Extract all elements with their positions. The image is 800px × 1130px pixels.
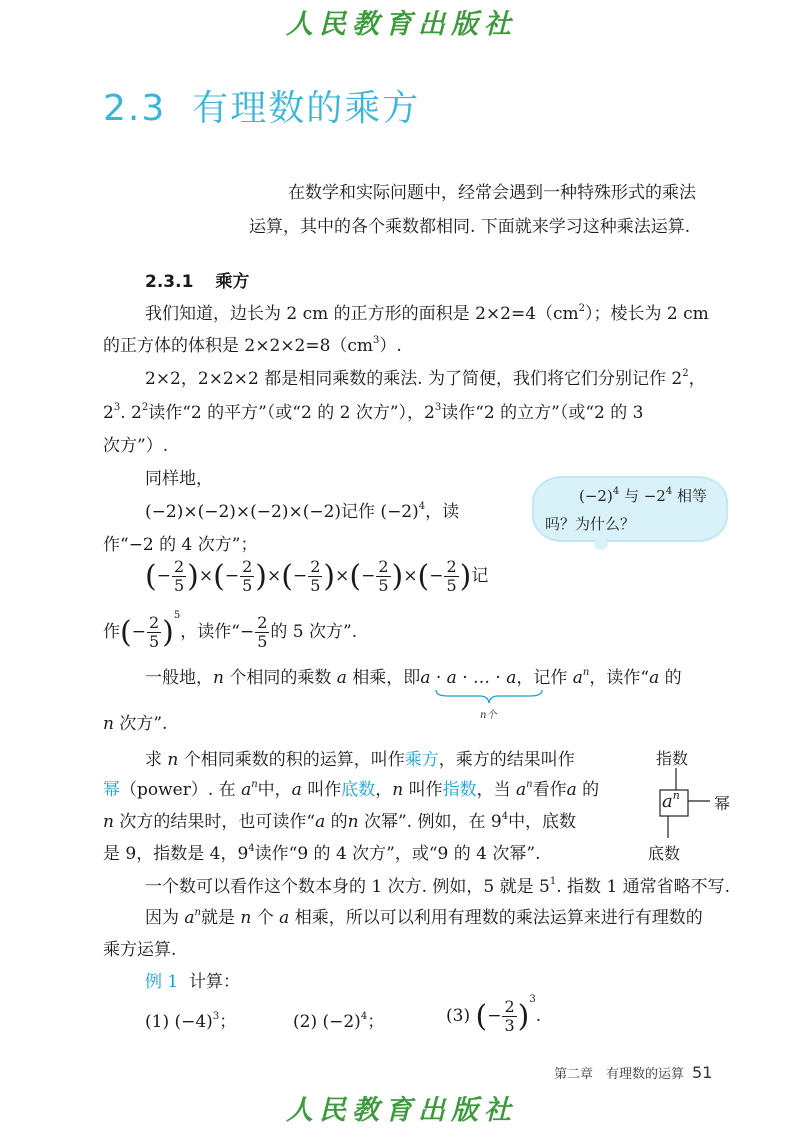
superscript: n — [251, 779, 258, 791]
paren: ( — [349, 559, 362, 594]
superscript: 4 — [248, 843, 255, 855]
text: 次方的结果时，也可读作“ — [113, 812, 316, 832]
text: a — [662, 791, 673, 812]
para5-line-3 — [103, 810, 576, 834]
bubble-tail — [594, 538, 608, 550]
var-a: a — [649, 668, 660, 688]
numerator: 2 — [242, 557, 253, 576]
var-a: a — [515, 780, 527, 800]
text: 2×2，2×2×2 都是相同乘数的乘法. 为了简便，我们将它们分别记作 2 — [145, 369, 683, 389]
text: 相乘，所以可以利用有理数的乘法运算来进行有理数的 — [289, 908, 703, 928]
text: . 2 — [120, 403, 142, 423]
denominator: 5 — [148, 632, 160, 651]
text: 2 — [103, 403, 114, 423]
paren: ( — [120, 615, 132, 650]
text: 的 — [659, 668, 682, 688]
paren: ) — [187, 559, 199, 594]
paren: ) — [255, 559, 267, 594]
text: 次方”. — [113, 714, 168, 734]
text: 读作“9 的 4 次方”，或“9 的 4 次幂”. — [254, 844, 541, 864]
numerator: 2 — [257, 613, 268, 632]
text: . 指数 1 通常省略不写. — [556, 877, 731, 897]
section-number: 2.3 — [103, 88, 167, 129]
example-q2 — [293, 1010, 384, 1034]
para5-line-2 — [103, 778, 599, 802]
var-n: n — [167, 750, 179, 770]
var-n: n — [103, 812, 114, 832]
paren: ( — [145, 559, 157, 594]
power-diagram — [636, 746, 746, 866]
text: 中， — [257, 780, 292, 800]
minus-sign: − — [361, 566, 376, 586]
fraction — [444, 558, 458, 595]
text: 叫作 — [403, 780, 443, 800]
text: 中，底数 — [508, 812, 577, 832]
page-footer — [554, 1063, 712, 1082]
superscript: 1 — [549, 876, 557, 888]
denominator: 5 — [446, 576, 457, 595]
para1-line-2 — [103, 334, 402, 358]
section-title-text: 有理数的乘方 — [192, 88, 421, 129]
denominator: 5 — [257, 632, 268, 651]
text: 的正方体的体积是 2×2×2=8（cm — [103, 336, 374, 356]
text: （power）. 在 — [120, 780, 242, 800]
text: 就是 — [201, 908, 241, 928]
superscript: 3 — [434, 402, 442, 414]
text: ， — [688, 369, 706, 389]
paren: ( — [417, 559, 430, 594]
superscript: 3 — [529, 994, 536, 1006]
text: (1) (−4) — [145, 1012, 213, 1032]
text: ，当 — [476, 780, 516, 800]
paren: ) — [459, 559, 472, 594]
superscript: n — [194, 907, 201, 919]
text: 我们知道，边长为 2 cm 的正方形的面积是 2×2=4（cm — [145, 304, 579, 324]
text: (−2) — [579, 487, 613, 505]
times-sign: × — [403, 566, 418, 586]
var-a: a — [336, 668, 347, 688]
var-a: a — [291, 780, 302, 800]
text: 次幂”. 例如，在 9 — [358, 812, 502, 832]
fraction — [147, 614, 161, 651]
superscript: n — [582, 667, 590, 679]
paren: ) — [323, 559, 336, 594]
var-a: a — [572, 668, 583, 688]
var-n: n — [347, 812, 359, 832]
denominator: 3 — [504, 1016, 515, 1035]
text: . — [535, 1006, 542, 1026]
bubble-line-2: 吗？为什么？ — [545, 515, 636, 533]
superscript: n — [526, 779, 533, 791]
text: 相等 — [672, 487, 708, 505]
fraction — [376, 558, 390, 595]
superscript: 3 — [373, 335, 380, 347]
superscript: 4 — [501, 811, 509, 823]
bubble-line-1 — [545, 482, 707, 510]
fraction — [308, 558, 322, 595]
chapter-label: 第二章 有理数的运算 — [554, 1067, 685, 1082]
superscript: n — [672, 789, 680, 802]
superscript: 2 — [682, 368, 689, 380]
intro-line-2: 运算，其中的各个乘数都相同. 下面就来学习这种乘法运算. — [249, 217, 691, 237]
minus-sign: − — [487, 1006, 502, 1026]
para5-line-4 — [103, 842, 541, 866]
denominator: 5 — [173, 576, 185, 595]
paren: ) — [162, 615, 174, 650]
text: ，记作 — [516, 668, 573, 688]
times-sign: × — [267, 566, 282, 586]
numerator: 2 — [148, 613, 160, 632]
paren: ( — [281, 559, 293, 594]
para5-line-1 — [145, 748, 575, 772]
bubble-text — [545, 482, 707, 538]
text: ，读作“ — [180, 622, 240, 642]
numerator: 2 — [173, 557, 185, 576]
superscript: 2 — [141, 402, 149, 414]
superscript: 5 — [173, 610, 181, 622]
publisher-logo: 人民教育出版社 — [286, 9, 517, 40]
subsection-number: 2.3.1 — [145, 272, 194, 292]
fraction — [240, 558, 254, 595]
var-n: n — [103, 714, 114, 734]
text: 看作 — [532, 780, 567, 800]
text: ，读作“ — [589, 668, 650, 688]
term-power-operation: 乘方 — [404, 750, 439, 770]
times-sign: × — [198, 566, 214, 586]
para4-line-2 — [103, 712, 167, 736]
minus-sign: − — [156, 566, 171, 586]
brace-label: n个 — [480, 710, 497, 721]
intro-line-1: 在数学和实际问题中，经常会遇到一种特殊形式的乘法 — [288, 183, 696, 203]
term-power: 幂 — [103, 780, 120, 800]
text: 的 — [325, 812, 348, 832]
text: 是 9，指数是 4，9 — [103, 844, 249, 864]
diagram-label-power: 幂 — [714, 794, 731, 813]
section-title — [103, 80, 420, 131]
denominator: 5 — [378, 576, 389, 595]
page-number: 51 — [692, 1063, 713, 1082]
denominator: 5 — [310, 576, 321, 595]
superscript: 4 — [612, 486, 620, 497]
var-a: a — [279, 908, 290, 928]
minus-sign: − — [292, 566, 308, 586]
para6-line — [145, 875, 730, 899]
underbrace — [434, 688, 544, 706]
minus-sign: − — [224, 566, 240, 586]
text: 因为 — [145, 908, 185, 928]
text: (3) — [446, 1006, 471, 1026]
text: ）；棱长为 2 cm — [585, 304, 709, 324]
var-n: n — [392, 780, 404, 800]
para2-line-3: 次方”）. — [103, 436, 169, 456]
para7-line-2: 乘方运算. — [103, 940, 177, 960]
text: 读作“2 的立方”（或“2 的 3 — [441, 403, 644, 423]
numerator: 2 — [378, 557, 389, 576]
text: (−2)×(−2)×(−2)×(−2)记作 (−2) — [145, 502, 419, 522]
text: 叫作 — [301, 780, 342, 800]
fraction — [502, 998, 516, 1035]
var-a: a — [315, 812, 326, 832]
superscript: 2 — [578, 303, 586, 315]
text: 读作“2 的平方”（或“2 的 2 次方”），2 — [148, 403, 435, 423]
text: 相乘，即 — [346, 668, 421, 688]
paren: ( — [213, 559, 225, 594]
text: 一般地， — [145, 668, 213, 688]
subsection-heading — [145, 267, 249, 292]
superscript: 3 — [113, 402, 121, 414]
numerator: 2 — [446, 557, 457, 576]
paren: ) — [391, 559, 404, 594]
fraction — [172, 558, 186, 595]
numerator: 2 — [504, 997, 515, 1016]
diagram-label-base: 底数 — [648, 844, 681, 863]
fraction-power-line — [103, 610, 358, 651]
subsection-title: 乘方 — [215, 272, 250, 292]
paren: ) — [517, 999, 530, 1034]
diagram-label-exponent: 指数 — [656, 749, 689, 768]
para4-line-1 — [145, 666, 682, 690]
para3-line-3: 作“−2 的 4 次方”； — [103, 535, 258, 555]
fraction-product-line — [145, 558, 488, 595]
term-exponent: 指数 — [442, 780, 477, 800]
publisher-logo-bottom: 人民教育出版社 — [286, 1095, 517, 1126]
var-a: a — [184, 908, 195, 928]
minus-sign: − — [239, 622, 255, 642]
term-base: 底数 — [341, 780, 376, 800]
para3-line-1: 同样地， — [145, 469, 213, 489]
text: ）. — [379, 336, 402, 356]
text: 一个数可以看作这个数本身的 1 次方. 例如，5 就是 5 — [145, 877, 550, 897]
numerator: 2 — [310, 557, 321, 576]
text: ，读 — [425, 502, 460, 522]
example-label: 例 1 — [145, 972, 179, 992]
example-q3 — [446, 994, 542, 1035]
text: (2) (−2) — [293, 1012, 361, 1032]
para1-line-1 — [145, 302, 709, 326]
fraction — [255, 614, 269, 651]
para3-line-2 — [145, 500, 459, 524]
times-sign: × — [335, 566, 350, 586]
var-n: n — [240, 908, 252, 928]
text: ； — [219, 1012, 237, 1032]
text: 的 5 次方”. — [270, 622, 358, 642]
denominator: 5 — [242, 576, 253, 595]
text: 作 — [103, 622, 120, 642]
minus-sign: − — [131, 622, 146, 642]
var-a: a — [241, 780, 252, 800]
text: 记 — [471, 566, 489, 586]
text: 个相同乘数的积的运算，叫作 — [178, 750, 405, 770]
example-q1 — [145, 1010, 236, 1034]
para2-line-2 — [103, 401, 643, 425]
text: 的 — [576, 780, 600, 800]
minus-sign: − — [429, 566, 444, 586]
superscript: 3 — [212, 1011, 220, 1023]
example-heading — [145, 970, 240, 994]
superscript: 4 — [418, 501, 426, 513]
text: ，乘方的结果叫作 — [438, 750, 575, 770]
para2-line-1 — [145, 367, 706, 391]
superscript: 4 — [665, 486, 673, 497]
example-instruction: 计算： — [189, 972, 241, 992]
para7-line-1 — [145, 906, 703, 930]
superscript: 4 — [360, 1011, 368, 1023]
text: ， — [375, 780, 393, 800]
var-n: n — [213, 668, 224, 688]
diagram-base — [662, 791, 680, 812]
text: 与 −2 — [619, 487, 666, 505]
text: 求 — [145, 750, 168, 770]
var-a: a — [566, 780, 577, 800]
product-expression: a · a · … · a — [420, 668, 517, 688]
text: 个相同的乘数 — [223, 668, 337, 688]
text: 个 — [251, 908, 280, 928]
text: ； — [367, 1012, 385, 1032]
paren: ( — [475, 999, 488, 1034]
